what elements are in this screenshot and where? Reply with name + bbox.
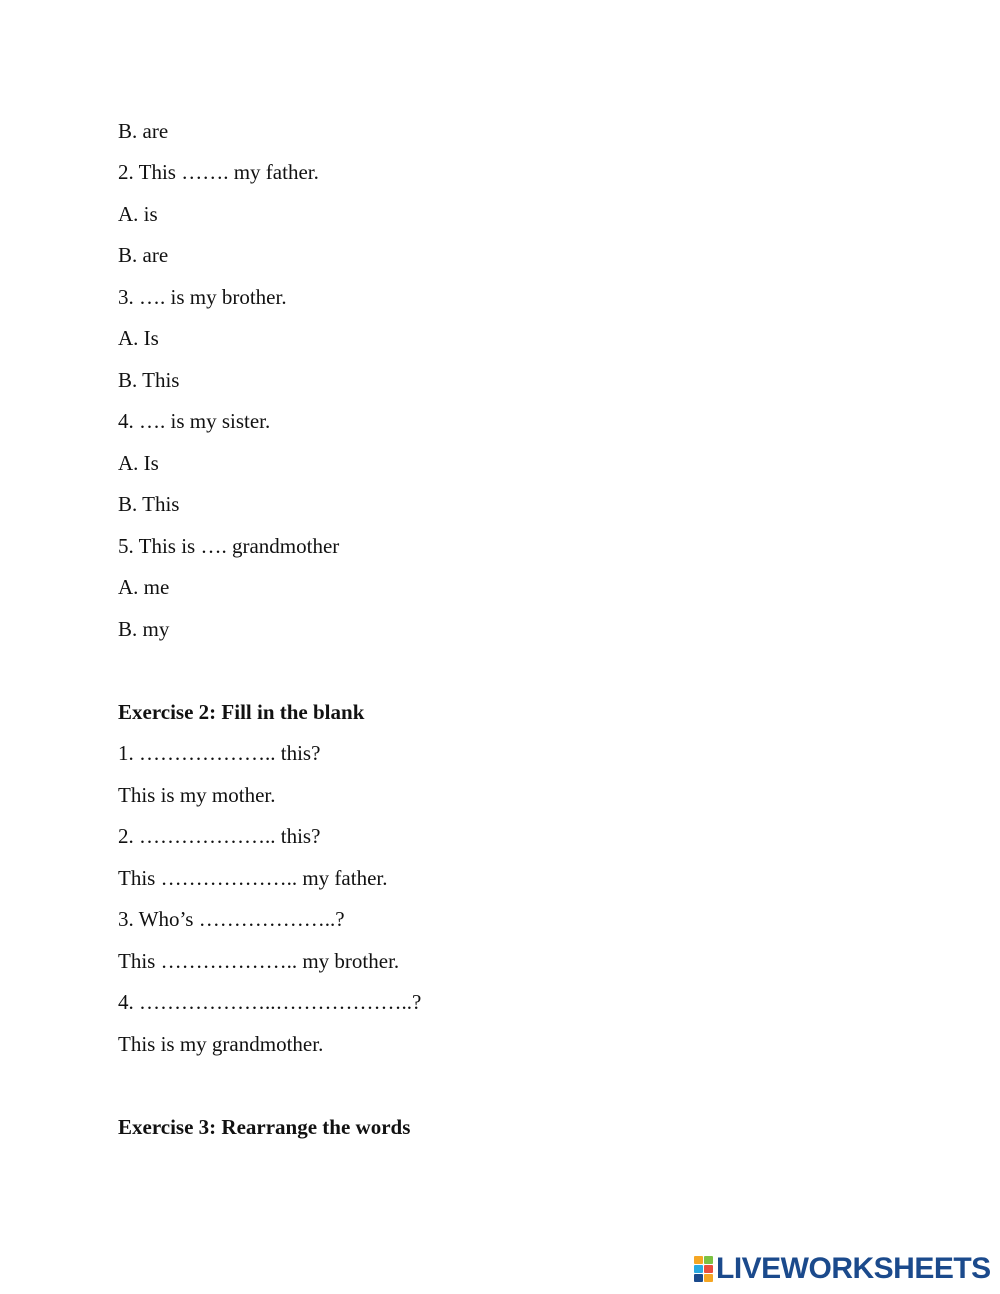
liveworksheets-logo	[694, 1253, 991, 1285]
exercise2-answer: This ……………….. my father.	[118, 866, 388, 890]
exercise1-option: B. are	[118, 243, 169, 267]
exercise1-option: A. Is	[118, 451, 159, 475]
exercise1-question: 3. …. is my brother.	[118, 285, 287, 309]
exercise1-option: A. is	[118, 202, 158, 226]
logo-tile	[704, 1256, 713, 1264]
exercise1-option: B. This	[118, 492, 180, 516]
exercise1-question: 2. This ……. my father.	[118, 160, 319, 184]
exercise2-answer: This ……………….. my brother.	[118, 949, 400, 973]
exercise2-question: 1. ……………….. this?	[118, 741, 321, 765]
exercise2-question: 2. ……………….. this?	[118, 824, 321, 848]
logo-tile	[704, 1265, 713, 1273]
logo-mark-icon	[694, 1256, 713, 1282]
exercise1-question: 4. …. is my sister.	[118, 409, 271, 433]
logo-tile	[704, 1274, 713, 1282]
logo-tile	[694, 1265, 703, 1273]
exercise2-heading: Exercise 2: Fill in the blank	[118, 700, 365, 724]
exercise1-option: A. Is	[118, 326, 159, 350]
exercise2-question: 3. Who’s ………………..?	[118, 907, 345, 931]
logo-text: LIVEWORKSHEETS	[716, 1252, 991, 1285]
exercise1-question: 5. This is …. grandmother	[118, 534, 340, 558]
logo-tile	[694, 1274, 703, 1282]
exercise2-answer: This is my grandmother.	[118, 1032, 324, 1056]
exercise3-heading: Exercise 3: Rearrange the words	[118, 1115, 411, 1139]
logo-tile	[694, 1256, 703, 1264]
exercise2-question: 4. ………………..………………..?	[118, 990, 422, 1014]
exercise1-option: B. are	[118, 119, 169, 143]
exercise1-option: A. me	[118, 575, 170, 599]
exercise2-answer: This is my mother.	[118, 783, 276, 807]
exercise1-option: B. This	[118, 368, 180, 392]
exercise1-option: B. my	[118, 617, 170, 641]
